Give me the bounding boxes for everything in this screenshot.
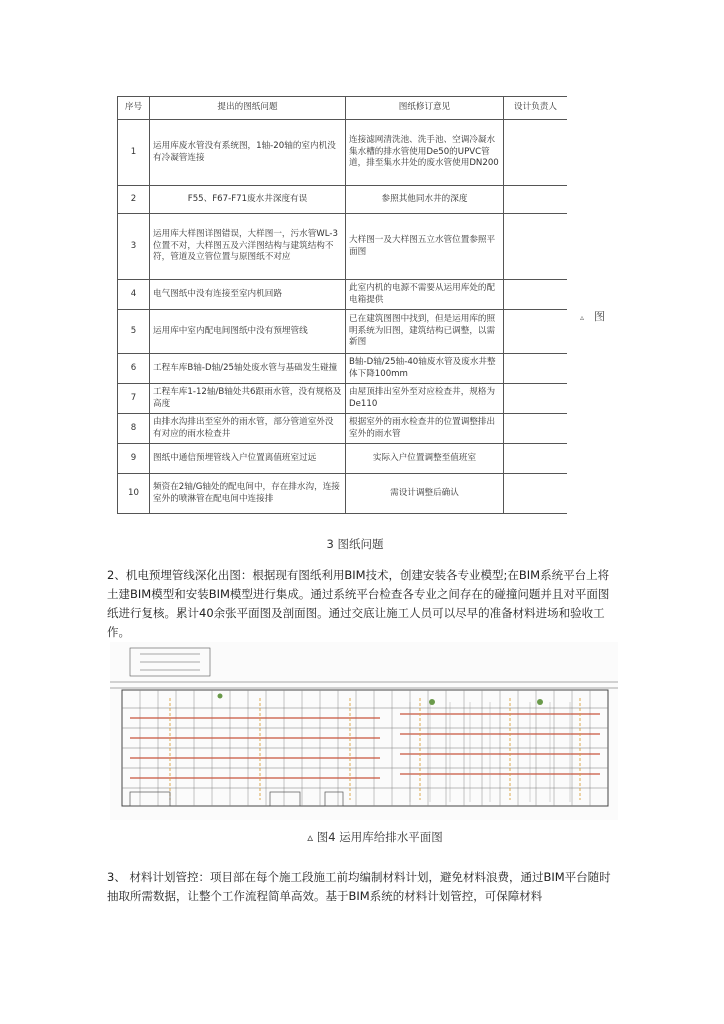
row-number: 8 bbox=[118, 414, 150, 444]
drawing-issues-table bbox=[117, 96, 567, 514]
table-row bbox=[118, 120, 568, 186]
row-number: 3 bbox=[118, 214, 150, 280]
figure-3-table-image bbox=[117, 96, 567, 516]
row-revision: 需设计调整后确认 bbox=[346, 474, 504, 514]
row-revision: 此室内机的电源不需要从运用库处的配电箱提供 bbox=[346, 280, 504, 310]
row-owner bbox=[504, 120, 568, 186]
row-number: 4 bbox=[118, 280, 150, 310]
plumbing-floor-plan-image bbox=[110, 642, 618, 820]
table-row bbox=[118, 414, 568, 444]
row-owner bbox=[504, 214, 568, 280]
table-row bbox=[118, 474, 568, 514]
row-owner bbox=[504, 186, 568, 214]
row-number: 10 bbox=[118, 474, 150, 514]
row-number: 1 bbox=[118, 120, 150, 186]
row-owner bbox=[504, 310, 568, 354]
row-revision: 参照其他同水井的深度 bbox=[346, 186, 504, 214]
paragraph-3: 3、 材料计划管控：项目部在每个施工段施工前均编制材料计划，避免材料浪费，通过BIM平台随时抽取所需数据，让整个工作流程简单高效。基于BIM系统的材料计划管控，可保障材料 bbox=[107, 870, 611, 903]
row-issue: 运用库大样图详图错误，大样图一，污水管WL-3位置不对，大样图五及六洋图结构与建筑结构不符，管道及立管位置与原图纸不对应 bbox=[150, 214, 346, 280]
table-row bbox=[118, 444, 568, 474]
row-owner bbox=[504, 444, 568, 474]
row-owner bbox=[504, 384, 568, 414]
table-row bbox=[118, 354, 568, 384]
row-revision: 已在建筑图图中找到，但是运用库的照明系统为旧图，建筑结构已调整，以需新图 bbox=[346, 310, 504, 354]
paragraph-2: 2、机电预埋管线深化出图：根据现有图纸利用BIM技术，创建安装各专业模型;在BIM系统平台上将土建BIM模型和安装BIM模型进行集成。通过系统平台检查各专业之间存在的碰撞问题并且对平面图纸进行复核。累计40余张平面图及剖面图。通过交底让施工人员可以尽早的准备材料进场和验收工作。 bbox=[107, 568, 610, 639]
row-revision: 根据室外的雨水检查井的位置调整排出室外的雨水管 bbox=[346, 414, 504, 444]
row-issue: F55、F67-F71废水井深度有误 bbox=[150, 186, 346, 214]
figure-side-text: 图 bbox=[594, 310, 606, 323]
row-number: 6 bbox=[118, 354, 150, 384]
row-revision: B轴-D轴/25轴-40轴废水管及废水井整体下降100mm bbox=[346, 354, 504, 384]
header-owner: 设计负责人 bbox=[504, 97, 568, 120]
figure-side-label bbox=[580, 308, 605, 324]
table-row bbox=[118, 280, 568, 310]
row-revision: 连接滤网清洗池、洗手池、空调冷凝水集水槽的排水管使用De50的UPVC管道，排至集水井处的废水管使用DN200 bbox=[346, 120, 504, 186]
row-number: 5 bbox=[118, 310, 150, 354]
row-revision: 实际入户位置调整至值班室 bbox=[346, 444, 504, 474]
floor-plan-drawing bbox=[110, 642, 618, 820]
row-issue: 运用库中室内配电间图纸中没有预埋管线 bbox=[150, 310, 346, 354]
header-revision: 图纸修订意见 bbox=[346, 97, 504, 120]
row-owner bbox=[504, 474, 568, 514]
figure-3-caption: 3 图纸问题 bbox=[326, 537, 384, 551]
row-issue: 工程车库1-12轴/B轴处共6跟雨水管，没有规格及高度 bbox=[150, 384, 346, 414]
row-issue: 图纸中通信预埋管线入户位置离值班室过远 bbox=[150, 444, 346, 474]
row-issue: 运用库废水管没有系统图，1轴-20轴的室内机没有冷凝管连接 bbox=[150, 120, 346, 186]
row-issue: 频资在2轴/G轴处的配电间中，存在排水沟，连接室外的喷淋管在配电间中连接排 bbox=[150, 474, 346, 514]
header-number: 序号 bbox=[118, 97, 150, 120]
row-owner bbox=[504, 354, 568, 384]
table-row bbox=[118, 384, 568, 414]
table-header-row bbox=[118, 97, 568, 120]
triangle-icon: ▵ bbox=[580, 313, 585, 322]
row-number: 9 bbox=[118, 444, 150, 474]
row-issue: 工程车库B轴-D轴/25轴处废水管与基础发生碰撞 bbox=[150, 354, 346, 384]
figure-4-caption: ▵ 图4 运用库给排水平面图 bbox=[307, 830, 443, 844]
row-revision: 由屋顶排出室外至对应检查井，规格为De110 bbox=[346, 384, 504, 414]
row-number: 2 bbox=[118, 186, 150, 214]
table-row bbox=[118, 186, 568, 214]
row-owner bbox=[504, 280, 568, 310]
header-issue: 提出的图纸问题 bbox=[150, 97, 346, 120]
row-owner bbox=[504, 414, 568, 444]
row-number: 7 bbox=[118, 384, 150, 414]
row-issue: 电气图纸中没有连接至室内机回路 bbox=[150, 280, 346, 310]
row-issue: 由排水沟排出至室外的雨水管，部分管道室外没有对应的雨水检查井 bbox=[150, 414, 346, 444]
table-row bbox=[118, 310, 568, 354]
table-row bbox=[118, 214, 568, 280]
row-revision: 大样图一及大样图五立水管位置参照平面图 bbox=[346, 214, 504, 280]
